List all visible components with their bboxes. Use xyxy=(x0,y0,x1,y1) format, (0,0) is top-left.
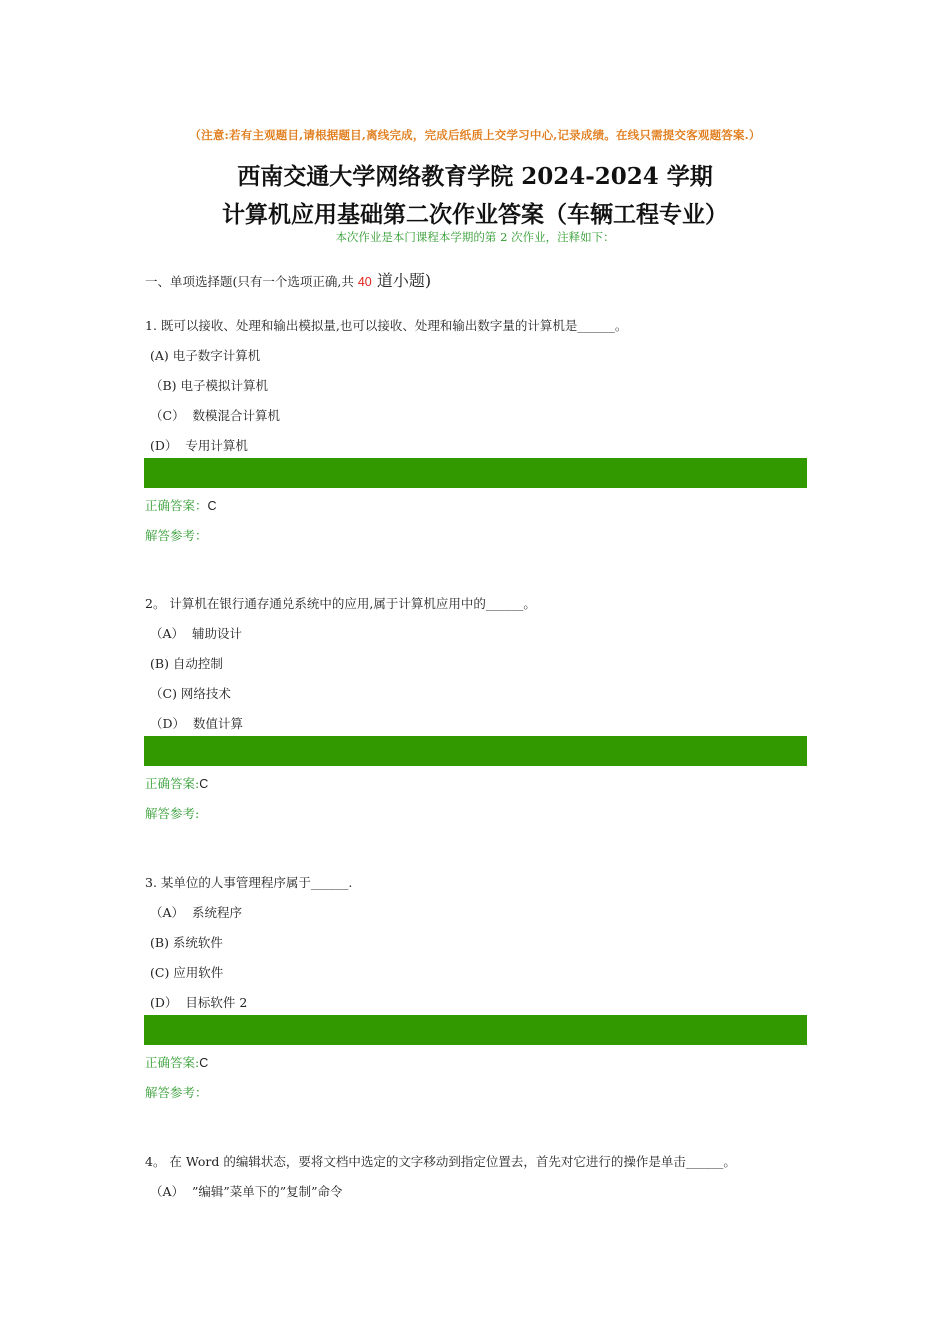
question-1-option-c: （C） 数模混合计算机 xyxy=(150,408,281,423)
question-4-stem: 4。 在 Word 的编辑状态，要将文档中选定的文字移动到指定位置去，首先对它进行的操作是单击______。 xyxy=(145,1154,736,1169)
notice-line: （注意:若有主观题目,请根据题目,离线完成，完成后纸质上交学习中心,记录成绩。在线只需提交客观题答案.） xyxy=(189,128,761,142)
section-heading xyxy=(145,268,431,291)
question-2-reference: 解答参考: xyxy=(145,806,200,821)
answer-bar xyxy=(144,736,807,766)
answer-value: C xyxy=(199,1056,209,1070)
question-1-option-d: (D） 专用计算机 xyxy=(150,438,248,453)
question-2-stem: 2。 计算机在银行通存通兑系统中的应用,属于计算机应用中的______。 xyxy=(145,596,536,611)
question-2-option-c: （C) 网络技术 xyxy=(150,686,231,701)
answer-value: C xyxy=(199,777,209,791)
assignment-note: 本次作业是本门课程本学期的第 2 次作业，注释如下： xyxy=(335,230,615,244)
question-4-option-a: （A） ”编辑”菜单下的”复制”命令 xyxy=(150,1184,343,1199)
section-suffix: 道小题) xyxy=(371,271,432,290)
question-count: 40 xyxy=(357,275,372,289)
page-title: 西南交通大学网络教育学院 2024-2024 学期 xyxy=(237,163,713,190)
question-3-option-a: （A） 系统程序 xyxy=(150,905,242,920)
question-2-option-a: （A） 辅助设计 xyxy=(150,626,242,641)
question-2-answer xyxy=(145,774,208,792)
answer-bar xyxy=(144,458,807,488)
question-1-option-b: （B) 电子模拟计算机 xyxy=(150,378,269,393)
question-1-answer xyxy=(145,496,217,514)
answer-bar xyxy=(144,1015,807,1045)
answer-label: 正确答案： xyxy=(145,498,208,513)
answer-label: 正确答案: xyxy=(145,776,200,791)
answer-value: C xyxy=(207,499,217,513)
section-prefix: 一、单项选择题(只有一个选项正确,共 xyxy=(145,274,358,289)
question-3-reference: 解答参考： xyxy=(145,1085,208,1100)
question-1-stem: 1. 既可以接收、处理和输出模拟量,也可以接收、处理和输出数字量的计算机是______。 xyxy=(145,318,628,333)
question-1-option-a: (A) 电子数字计算机 xyxy=(150,348,261,363)
answer-label: 正确答案: xyxy=(145,1055,200,1070)
question-3-answer xyxy=(145,1053,208,1071)
question-3-option-d: (D） 目标软件 2 xyxy=(150,995,248,1010)
question-1-reference: 解答参考： xyxy=(145,528,208,543)
question-2-option-b: (B) 自动控制 xyxy=(150,656,223,671)
question-3-option-b: (B) 系统软件 xyxy=(150,935,223,950)
question-3-option-c: (C) 应用软件 xyxy=(150,965,224,980)
question-2-option-d: （D） 数值计算 xyxy=(150,716,243,731)
page-subtitle: 计算机应用基础第二次作业答案（车辆工程专业） xyxy=(222,201,728,228)
question-3-stem: 3. 某单位的人事管理程序属于______. xyxy=(145,875,353,890)
